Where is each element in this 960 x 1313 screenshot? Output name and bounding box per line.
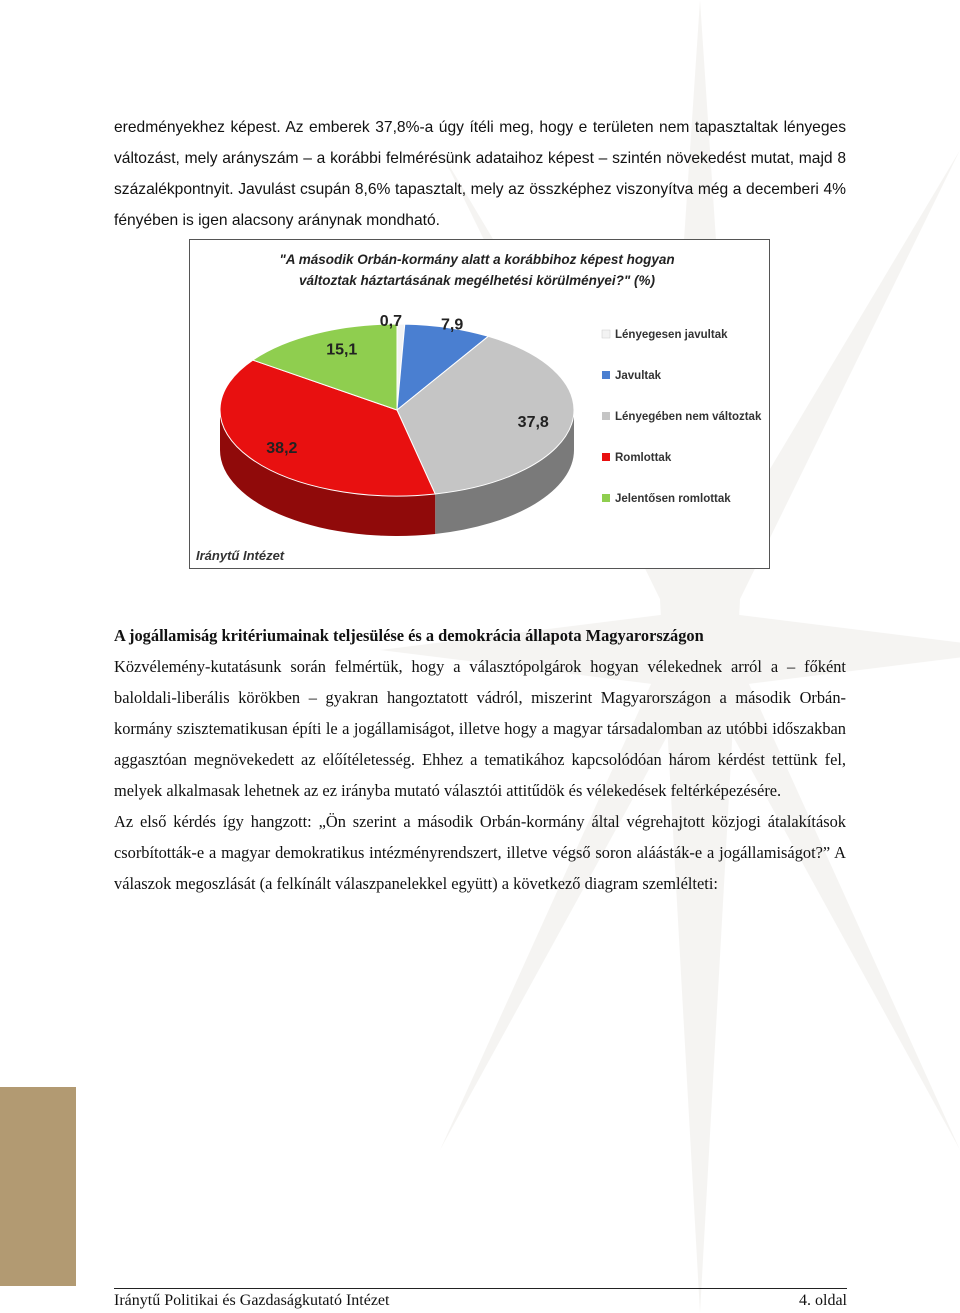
legend-label-javultak: Javultak [615,370,662,382]
decorative-side-block [0,1087,76,1286]
legend-label-jelentosen-romlottak: Jelentősen romlottak [615,493,731,505]
legend-label-romlottak: Romlottak [615,452,672,464]
pie-value-label: 15,1 [326,341,358,359]
pie-value-label: 37,8 [517,413,549,431]
section [114,620,846,899]
chart-title-line-1: "A második Orbán-kormány alatt a korábbihoz képest hogyan [279,252,675,267]
body-paragraph: eredményekhez képest. Az emberek 37,8%-a úgy ítéli meg, hogy e területen nem tapasztaltak lényeges változást, mely arányszám – a korábbi felmérésünk adataihoz képest – szintén növekedést mutat, majd 8 százalékpontnyit. Javulást csupán 8,6% tapasztalt, mely az összképhez viszonyítva még a decemberi 4% fényében is igen alacsony aránynak mondható. [114,119,846,229]
page-number: 4. oldal [799,1292,847,1309]
section-heading: A jogállamiság kritériumainak teljesülése és a demokrácia állapota Magyarországon [114,626,704,645]
pie-value-label: 38,2 [266,440,298,458]
pie-value-label: 7,9 [441,316,464,334]
pie-value-label: 0,7 [379,313,403,331]
legend-label-lenyegeben-nem-valtoztak: Lényegében nem változtak [615,411,762,423]
section-paragraph: Az első kérdés így hangzott: „Ön szerint a második Orbán-kormány által végrehajtott közjogi átalakítások csorbították-e a magyar demokratikus intézményrendszert, illetve végső soron aláásták-e a jogállamiságot?” A válaszok megoszlását (a felkínált válaszpanelekkel együtt) a következő diagram szemlélteti: [114,812,846,893]
legend-swatch-lenyegeben-nem-valtoztak [602,412,610,420]
footer-publisher: Iránytű Politikai és Gazdaságkutató Intézet [114,1292,390,1309]
footer-divider [114,1288,847,1289]
legend-swatch-romlottak [602,453,610,461]
chart-legend [602,329,762,505]
legend-swatch-jelentosen-romlottak [602,494,610,502]
legend-swatch-javultak [602,371,610,379]
legend-swatch-lenyegesen-javultak [602,330,610,338]
legend-label-lenyegesen-javultak: Lényegesen javultak [615,329,728,341]
chart-source-label: Iránytű Intézet [196,548,285,563]
pie-chart [189,239,770,569]
section-paragraph: Közvélemény-kutatásunk során felmértük, hogy a választópolgárok hogyan vélekednek arról a – főként baloldali-liberális körökben – gyakran hangoztatott vádról, miszerint Magyarországon a második Orbán-kormány szisztematikusan építi le a jogállamiságot, illetve hogy a magyar társadalomban az utóbbi időszakban aggasztóan megnövekedett az előítéletesség. Ehhez a tematikához kapcsolódóan három kérdést tettünk fel, melyek alkalmasak lehetnek az ez irányba mutató választói attitűdök és vélekedések feltérképezésére. [114,657,846,800]
chart-title-line-2: változtak háztartásának megélhetési körülményei?" (%) [298,273,656,288]
